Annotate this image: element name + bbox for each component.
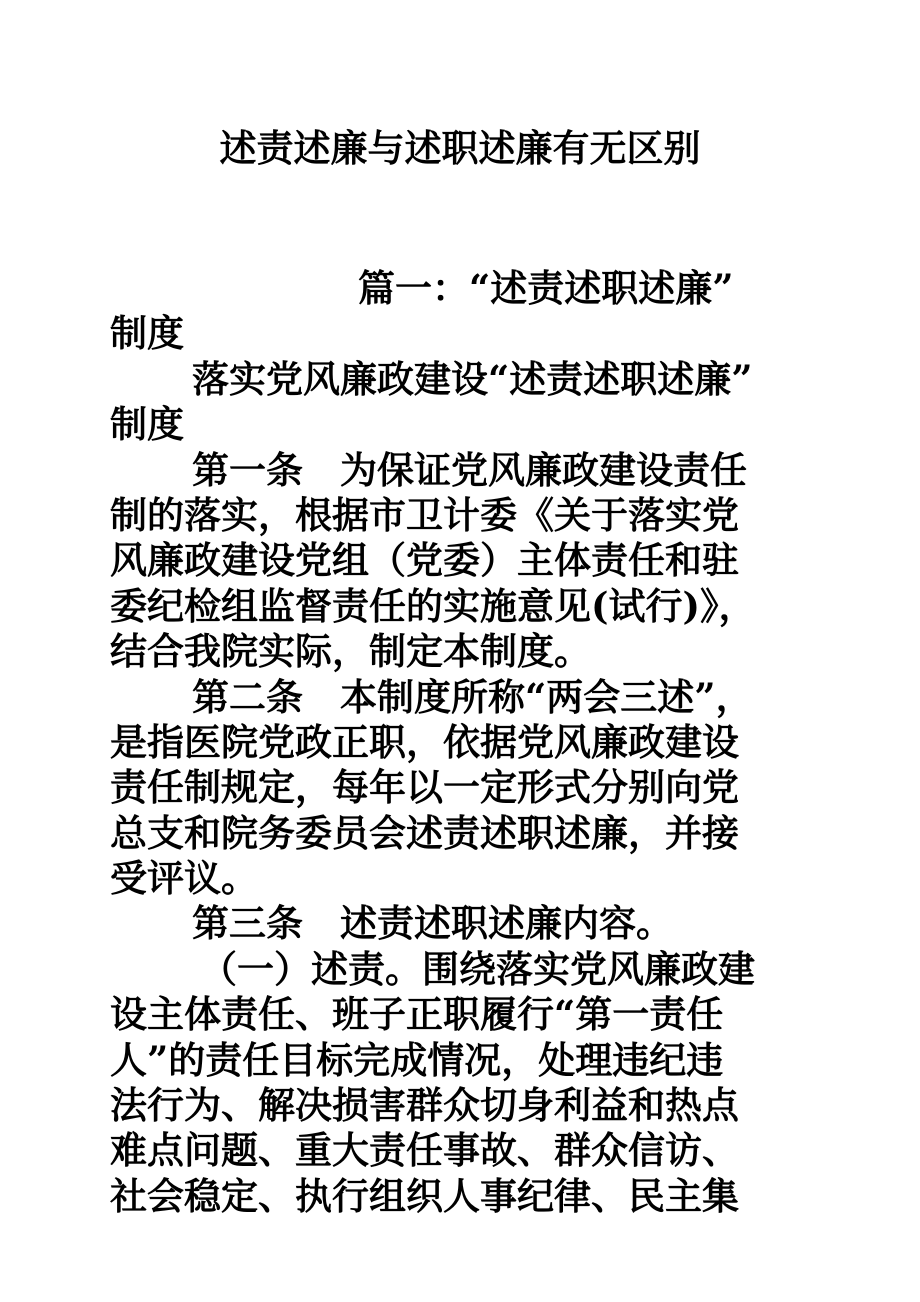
paragraph-line: 设主体责任、班子正职履行“第一责任 bbox=[110, 992, 724, 1037]
article-1-line: 第一条 为保证党风廉政建设责任 bbox=[192, 447, 747, 492]
paragraph-line: 人”的责任目标完成情况，处理违纪违 bbox=[110, 1037, 724, 1082]
paragraph-line: 难点问题、重大责任事故、群众信访、 bbox=[110, 1128, 739, 1173]
document-body bbox=[110, 266, 800, 1219]
article-2-line: 第二条 本制度所称“两会三述”， bbox=[192, 674, 753, 719]
paragraph-line: 制度 bbox=[110, 311, 184, 356]
paragraph-line: 是指医院党政正职，依据党风廉政建设 bbox=[110, 719, 739, 764]
paragraph-line: 社会稳定、执行组织人事纪律、民主集 bbox=[110, 1173, 739, 1218]
paragraph-line: 总支和院务委员会述责述职述廉，并接 bbox=[110, 810, 739, 855]
section-heading: 篇一：“述责述职述廉” bbox=[358, 266, 734, 310]
subheading-line: 落实党风廉政建设“述责述职述廉” bbox=[192, 356, 753, 401]
paragraph-line: 风廉政建设党组（党委）主体责任和驻 bbox=[110, 538, 739, 583]
paragraph-line: 法行为、解决损害群众切身利益和热点 bbox=[110, 1083, 739, 1128]
document-title: 述责述廉与述职述廉有无区别 bbox=[219, 126, 701, 170]
paragraph-line: 责任制规定，每年以一定形式分别向党 bbox=[110, 765, 739, 810]
paragraph-line: 制度 bbox=[110, 402, 184, 447]
subsection-line: （一）述责。围绕落实党风廉政建 bbox=[200, 946, 755, 991]
article-3-line: 第三条 述责述职述廉内容。 bbox=[192, 901, 673, 946]
paragraph-line: 结合我院实际，制定本制度。 bbox=[110, 629, 591, 674]
paragraph-line: 受评议。 bbox=[110, 856, 258, 901]
paragraph-line: 制的落实，根据市卫计委《关于落实党 bbox=[110, 492, 739, 537]
paragraph-line: 委纪检组监督责任的实施意见(试行)》， bbox=[110, 583, 756, 628]
